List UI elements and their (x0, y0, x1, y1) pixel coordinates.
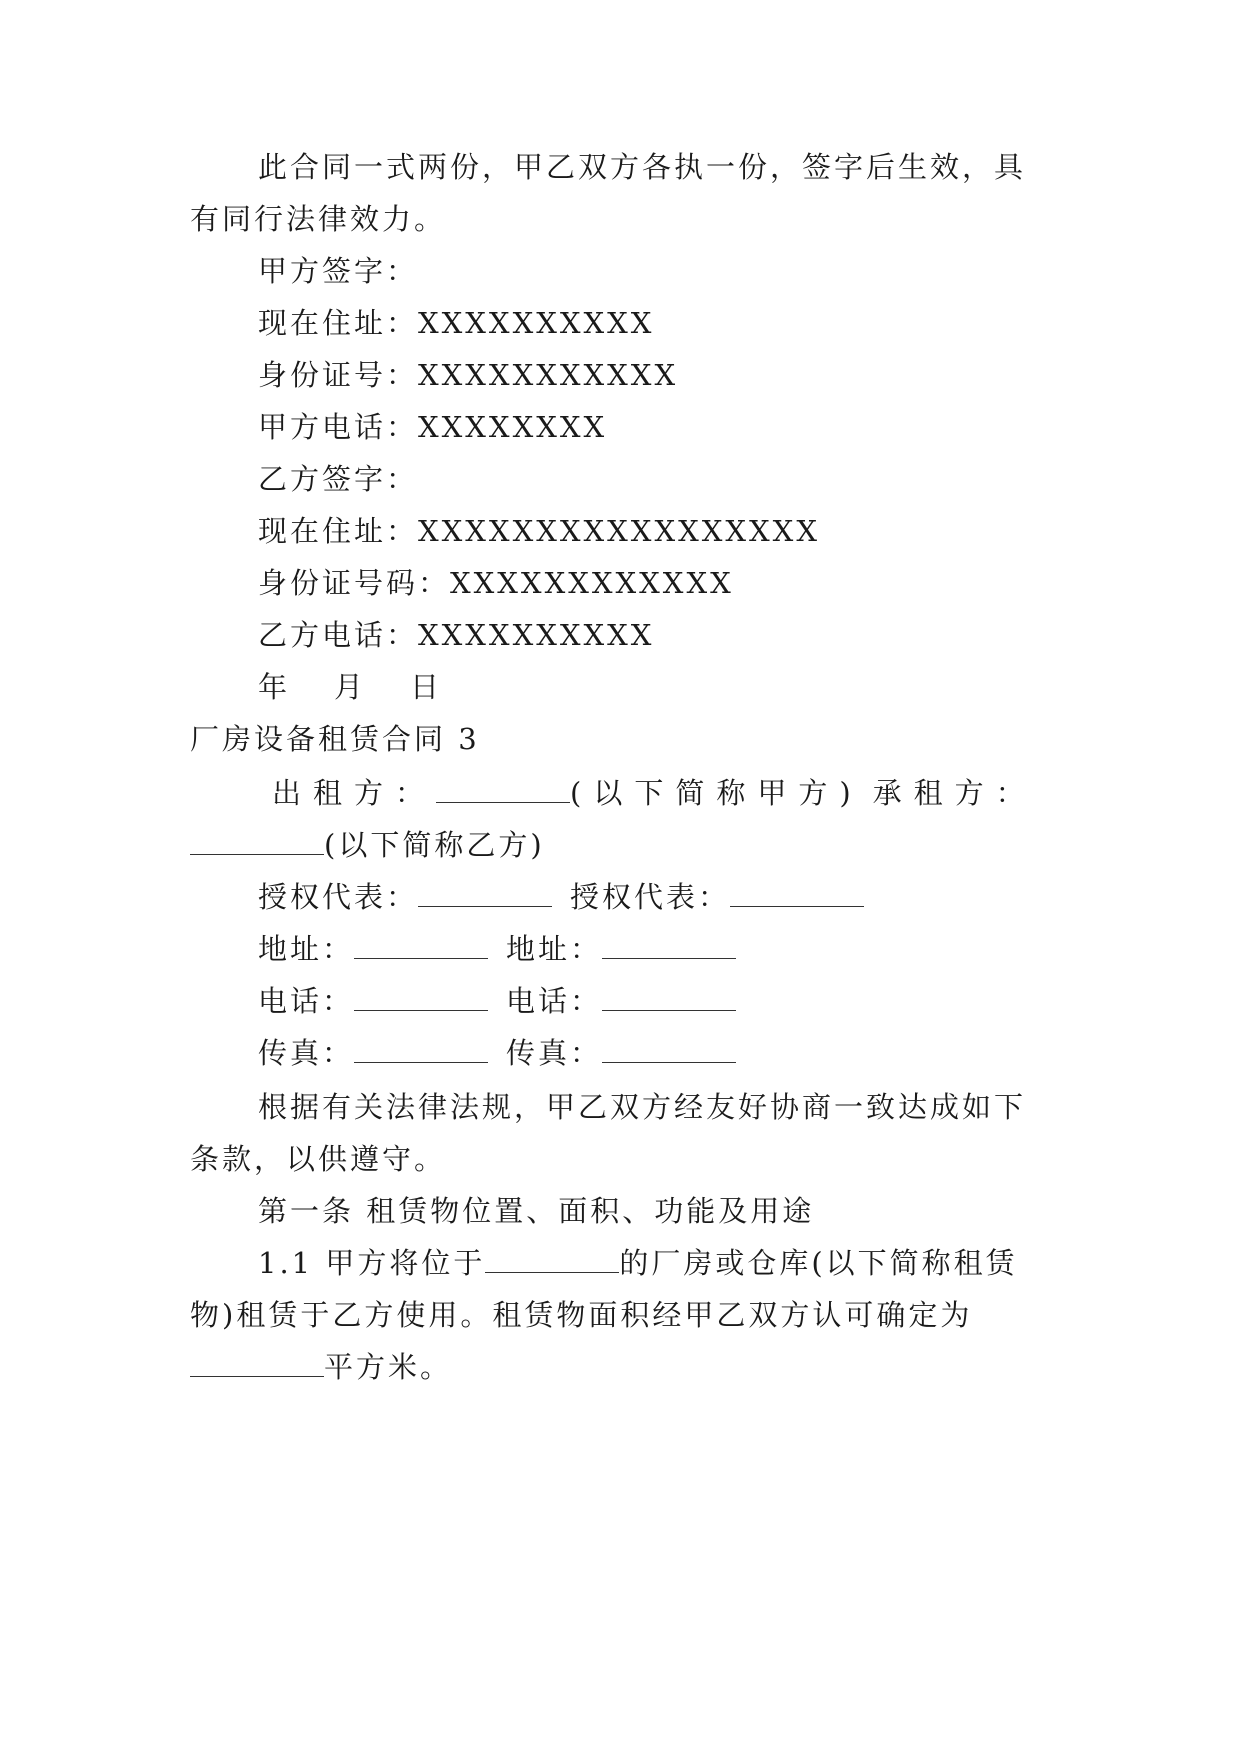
lessor-label: 出租方： (272, 776, 437, 810)
party-a-address: 现在住址：XXXXXXXXXX (258, 306, 655, 340)
tel-label-a: 电话： (258, 984, 355, 1018)
lessor-line (272, 776, 1037, 810)
contract-title: 厂房设备租赁合同 3 (190, 722, 480, 756)
rep-blank-a (418, 882, 552, 907)
clause-1-1-line3 (190, 1350, 452, 1384)
address-line (258, 932, 736, 966)
legal-basis-line2: 条款，以供遵守。 (190, 1142, 447, 1176)
telephone-line (258, 984, 736, 1018)
addr-blank-a (354, 934, 488, 959)
clause-1-1-suffix: 的厂房或仓库(以下简称租赁 (619, 1246, 1018, 1280)
area-unit: 平方米。 (324, 1350, 453, 1384)
rep-label-b: 授权代表： (570, 880, 731, 914)
paragraph-copies-line1: 此合同一式两份，甲乙双方各执一份，签字后生效，具 (258, 150, 1027, 184)
fax-blank-a (354, 1038, 488, 1063)
clause-1-1-line2: 物)租赁于乙方使用。租赁物面积经甲乙双方认可确定为 (190, 1298, 973, 1332)
addr-label-a: 地址： (258, 932, 355, 966)
paragraph-copies-line2: 有同行法律效力。 (190, 202, 447, 236)
tel-label-b: 电话： (506, 984, 603, 1018)
clause-1-1-prefix: 1.1 甲方将位于 (258, 1246, 486, 1280)
lessee-line (190, 828, 545, 862)
party-a-id-number: 身份证号：XXXXXXXXXXX (258, 358, 679, 392)
lessee-suffix: (以下简称乙方) (324, 828, 545, 862)
article-1-heading: 第一条 租赁物位置、面积、功能及用途 (258, 1194, 815, 1228)
fax-line (258, 1036, 736, 1070)
date-year: 年 (258, 670, 291, 704)
party-b-address: 现在住址：XXXXXXXXXXXXXXXXX (258, 514, 820, 548)
party-b-id-number: 身份证号码：XXXXXXXXXXXX (258, 566, 734, 600)
fax-blank-b (602, 1038, 736, 1063)
clause-1-1-line1 (258, 1246, 1018, 1280)
signature-date (258, 670, 442, 704)
fax-label-a: 传真： (258, 1036, 355, 1070)
tel-blank-a (354, 986, 488, 1011)
party-a-phone: 甲方电话：XXXXXXXX (258, 410, 608, 444)
date-day: 日 (410, 670, 443, 704)
addr-blank-b (602, 934, 736, 959)
lessor-suffix: (以下简称甲方) (570, 776, 863, 810)
rep-label-a: 授权代表： (258, 880, 419, 914)
lessee-label: 承租方： (872, 776, 1037, 810)
date-month: 月 (334, 670, 367, 704)
addr-label-b: 地址： (506, 932, 603, 966)
party-b-phone: 乙方电话：XXXXXXXXXX (258, 618, 655, 652)
area-blank (190, 1352, 324, 1377)
fax-label-b: 传真： (506, 1036, 603, 1070)
location-blank (485, 1248, 619, 1273)
party-b-signature-label: 乙方签字： (258, 462, 419, 496)
tel-blank-b (602, 986, 736, 1011)
rep-blank-b (730, 882, 864, 907)
lessee-blank (190, 830, 324, 855)
representative-line (258, 880, 864, 914)
legal-basis-line1: 根据有关法律法规，甲乙双方经友好协商一致达成如下 (258, 1090, 1027, 1124)
lessor-blank (436, 778, 570, 803)
party-a-signature-label: 甲方签字： (258, 254, 419, 288)
